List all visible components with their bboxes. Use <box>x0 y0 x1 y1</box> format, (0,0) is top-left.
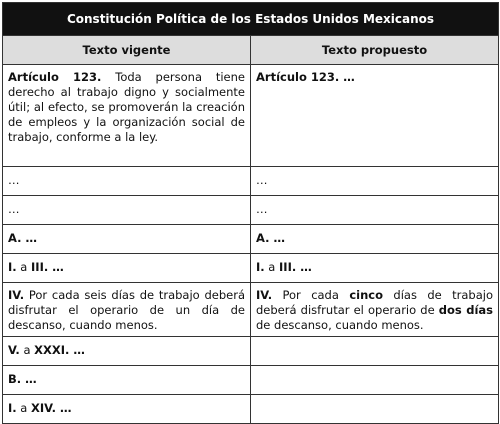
article-label: Artículo 123. <box>8 70 102 84</box>
cell-current <box>3 395 251 424</box>
column-header-proposed: Texto propuesto <box>251 36 499 65</box>
fraction-text: Por cada <box>272 288 350 302</box>
cell-current: … <box>3 167 251 196</box>
fraction-end: XIV. … <box>31 401 72 415</box>
fraction-connector: a <box>19 343 35 357</box>
fraction-end: III. … <box>279 260 312 274</box>
table-row <box>3 225 499 254</box>
cell-current <box>3 366 251 395</box>
cell-proposed <box>251 283 499 337</box>
fraction-connector: a <box>16 401 32 415</box>
table-row <box>3 65 499 167</box>
table-row <box>3 337 499 366</box>
column-header-current: Texto vigente <box>3 36 251 65</box>
fraction-text: de descanso, cuando menos. <box>256 318 424 332</box>
table-header-row <box>3 36 499 65</box>
cell-proposed <box>251 366 499 395</box>
cell-proposed <box>251 225 499 254</box>
cell-proposed <box>251 65 499 167</box>
fraction-text: Por cada seis días de trabajo deberá disfrutar el operario de un día de descanso, cuando menos. <box>8 288 245 332</box>
table-row <box>3 254 499 283</box>
emphasis-text: dos días <box>438 303 494 317</box>
cell-current <box>3 337 251 366</box>
cell-proposed <box>251 254 499 283</box>
fraction-end: III. … <box>31 260 64 274</box>
table-row <box>3 196 499 225</box>
fraction-label: IV. <box>256 288 273 302</box>
law-comparison-table <box>2 2 499 424</box>
cell-proposed: … <box>251 196 499 225</box>
fraction-text: días de trabajo deberá disfrutar el operario de <box>256 288 494 317</box>
table-row <box>3 395 499 424</box>
cell-current <box>3 65 251 167</box>
table-row <box>3 283 499 337</box>
article-text: Toda persona tiene derecho al trabajo digno y socialmente útil; al efecto, se promoverán la creación de empleos y la organización social de trabajo, conforme a la ley. <box>8 70 245 144</box>
fraction-connector: a <box>16 260 32 274</box>
cell-proposed: … <box>251 167 499 196</box>
table-row <box>3 167 499 196</box>
emphasis-text: cinco <box>349 288 383 302</box>
cell-current <box>3 283 251 337</box>
table-title-row <box>3 3 499 36</box>
cell-proposed <box>251 337 499 366</box>
section-label: A. … <box>8 231 37 245</box>
fraction-start: V. <box>8 343 20 357</box>
table-title: Constitución Política de los Estados Unidos Mexicanos <box>3 3 499 36</box>
table-row <box>3 366 499 395</box>
fraction-start: I. <box>8 260 17 274</box>
law-comparison-table-container <box>2 2 498 422</box>
cell-current <box>3 225 251 254</box>
fraction-start: I. <box>8 401 17 415</box>
cell-current: … <box>3 196 251 225</box>
fraction-label: IV. <box>8 288 25 302</box>
fraction-start: I. <box>256 260 265 274</box>
fraction-connector: a <box>264 260 280 274</box>
section-label: B. … <box>8 372 37 386</box>
article-label: Artículo 123. … <box>256 70 355 84</box>
cell-proposed <box>251 395 499 424</box>
cell-current <box>3 254 251 283</box>
section-label: A. … <box>256 231 285 245</box>
fraction-end: XXXI. … <box>34 343 85 357</box>
